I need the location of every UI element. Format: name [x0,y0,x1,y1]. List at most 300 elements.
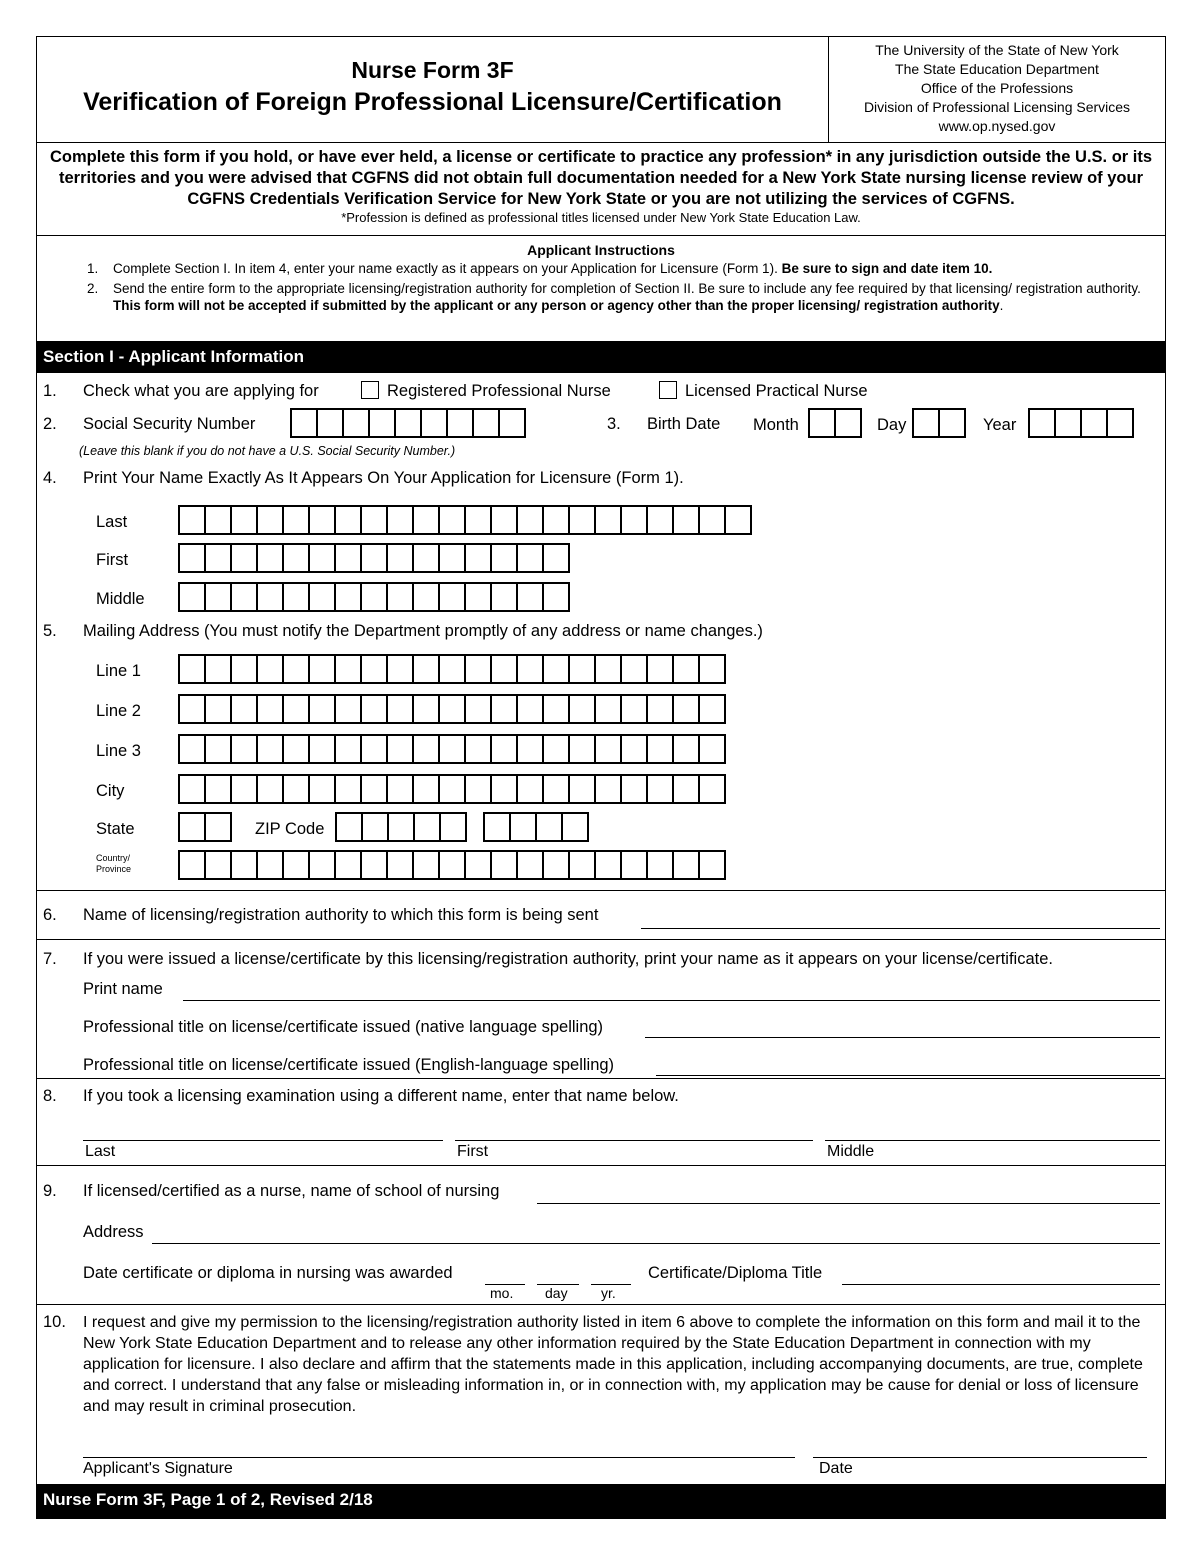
char-box[interactable] [464,694,492,724]
char-box[interactable] [490,850,518,880]
q10-statement: I request and give my permission to the licensing/registration authority listed in item 6 above to complete the information on this form and mail it to the New York State Education Department and to release any other information required by the State Education Department in connection with my application for licensure. I also declare and affirm that the statements made in this application, including accompanying documents, are true, complete and correct. I understand that any false or misleading information in, or in connection with, my application may be cause for denial or loss of licensure and may result in criminal prosecution. [83,1314,1143,1415]
char-box[interactable] [490,734,518,764]
q9-number: 9. [43,1182,57,1200]
char-box[interactable] [308,505,336,535]
q5-number: 5. [43,622,57,640]
char-box[interactable] [412,654,440,684]
q2-label: Social Security Number [83,415,256,433]
state-input[interactable] [178,812,232,842]
char-box[interactable] [490,694,518,724]
char-box[interactable] [438,654,466,684]
char-box[interactable] [178,543,206,573]
zip-input[interactable] [335,812,467,842]
char-box[interactable] [386,654,414,684]
char-box[interactable] [282,582,310,612]
char-box[interactable] [386,694,414,724]
char-box[interactable] [439,812,467,842]
char-box[interactable] [256,734,284,764]
lpn-option[interactable] [659,381,868,401]
char-box[interactable] [594,505,622,535]
char-box[interactable] [178,850,206,880]
char-box[interactable] [386,734,414,764]
char-box[interactable] [542,654,570,684]
char-box[interactable] [386,774,414,804]
char-box[interactable] [316,408,344,438]
char-box[interactable] [490,774,518,804]
char-box[interactable] [490,543,518,573]
char-box[interactable] [516,654,544,684]
form-title-block [37,37,829,142]
zip-extension-input[interactable] [483,812,589,842]
country-label-line-2: Province [96,864,132,874]
char-box[interactable] [516,543,544,573]
state-label: State [96,820,135,838]
q4-number: 4. [43,469,57,487]
signature-date-label: Date [819,1460,853,1477]
birth-day-label: Day [877,416,907,434]
char-box[interactable] [516,505,544,535]
char-box[interactable] [438,582,466,612]
first-name-input[interactable] [178,543,570,573]
char-box[interactable] [204,654,232,684]
char-box[interactable] [490,654,518,684]
char-box[interactable] [698,774,726,804]
char-box[interactable] [620,774,648,804]
char-box[interactable] [1054,408,1082,438]
char-box[interactable] [646,694,674,724]
char-box[interactable] [1028,408,1056,438]
char-box[interactable] [308,850,336,880]
char-box[interactable] [672,654,700,684]
char-box[interactable] [1080,408,1108,438]
intro-footnote: *Profession is defined as professional titles licensed under New York State Education Law. [341,210,861,225]
divider [37,1078,1165,1079]
agency-line-3: Office of the Professions [920,80,1074,96]
char-box[interactable] [542,850,570,880]
char-box[interactable] [594,850,622,880]
char-box[interactable] [394,408,422,438]
char-box[interactable] [204,543,232,573]
q3-number: 3. [607,415,621,433]
q8-label: If you took a licensing examination using a different name, enter that name below. [83,1087,679,1105]
instruction-2-text: Send the entire form to the appropriate licensing/registration authority for completion of Section II. Be sure to include any fee required by that licensing/ registration authority. [113,281,1141,296]
char-box[interactable] [256,582,284,612]
char-box[interactable] [568,850,596,880]
char-box[interactable] [308,582,336,612]
q1-label: Check what you are applying for [83,382,319,400]
char-box[interactable] [387,812,415,842]
char-box[interactable] [516,774,544,804]
char-box[interactable] [335,812,363,842]
char-box[interactable] [490,582,518,612]
char-box[interactable] [594,694,622,724]
lpn-option-label: Licensed Practical Nurse [685,382,868,400]
lpn-checkbox[interactable] [659,381,677,399]
q4-label: Print Your Name Exactly As It Appears On Your Application for Licensure (Form 1). [83,469,684,487]
char-box[interactable] [646,734,674,764]
char-box[interactable] [282,774,310,804]
char-box[interactable] [672,734,700,764]
char-box[interactable] [360,654,388,684]
instruction-2-bold: This form will not be accepted if submitted by the applicant or any person or agency other than the proper licensing/ registration authority [113,298,1000,313]
country-input[interactable] [178,850,726,880]
cert-title-label: Certificate/Diploma Title [648,1264,823,1282]
exam-last-name-input[interactable] [83,1140,443,1141]
intro-block [45,147,1157,226]
rn-option-label: Registered Professional Nurse [387,382,611,400]
date-awarded-label: Date certificate or diploma in nursing was awarded [83,1264,453,1282]
char-box[interactable] [360,582,388,612]
rn-checkbox[interactable] [361,381,379,399]
birth-year-input[interactable] [1028,408,1134,438]
char-box[interactable] [282,850,310,880]
form-title: Nurse Form 3F [351,57,514,83]
signature-input[interactable] [83,1457,795,1458]
char-box[interactable] [256,694,284,724]
char-box[interactable] [334,694,362,724]
char-box[interactable] [672,850,700,880]
char-box[interactable] [912,408,940,438]
address-line2-label: Line 2 [96,702,141,720]
middle-name-label: Middle [96,590,145,608]
divider [37,142,1165,143]
char-box[interactable] [438,505,466,535]
char-box[interactable] [594,774,622,804]
char-box[interactable] [412,505,440,535]
char-box[interactable] [204,694,232,724]
char-box[interactable] [204,582,232,612]
char-box[interactable] [342,408,370,438]
char-box[interactable] [256,543,284,573]
signature-date-input[interactable] [813,1457,1147,1458]
char-box[interactable] [290,408,318,438]
english-title-input[interactable] [656,1075,1160,1076]
char-box[interactable] [594,654,622,684]
exam-middle-label: Middle [827,1143,875,1160]
char-box[interactable] [178,654,206,684]
char-box[interactable] [361,812,389,842]
char-box[interactable] [698,850,726,880]
q7-number: 7. [43,950,57,968]
country-label [96,853,131,875]
agency-line-2: The State Education Department [895,61,1099,77]
char-box[interactable] [620,694,648,724]
native-title-input[interactable] [645,1037,1160,1038]
char-box[interactable] [672,505,700,535]
exam-first-label: First [457,1143,489,1160]
city-input[interactable] [178,774,726,804]
char-box[interactable] [516,850,544,880]
q9-label: If licensed/certified as a nurse, name of school of nursing [83,1182,500,1200]
address-line2-input[interactable] [178,694,726,724]
char-box[interactable] [412,543,440,573]
char-box[interactable] [230,694,258,724]
birth-month-input[interactable] [808,408,862,438]
instruction-1-number: 1. [87,261,99,276]
char-box[interactable] [472,408,500,438]
char-box[interactable] [178,694,206,724]
char-box[interactable] [204,774,232,804]
agency-line-4: Division of Professional Licensing Services [863,99,1131,115]
exam-first-name-input[interactable] [455,1140,813,1141]
q8-number: 8. [43,1087,57,1105]
q2-number: 2. [43,415,57,433]
char-box[interactable] [808,408,836,438]
char-box[interactable] [412,734,440,764]
last-name-label: Last [96,513,128,531]
char-box[interactable] [620,505,648,535]
char-box[interactable] [672,694,700,724]
school-address-input[interactable] [152,1243,1160,1244]
char-box[interactable] [542,774,570,804]
char-box[interactable] [542,694,570,724]
char-box[interactable] [360,505,388,535]
char-box[interactable] [282,694,310,724]
char-box[interactable] [256,774,284,804]
char-box[interactable] [412,774,440,804]
q7-label: If you were issued a license/certificate by this licensing/registration authority, print your name as it appears on your license/certificate. [83,950,1053,968]
char-box[interactable] [464,543,492,573]
q6-label: Name of licensing/registration authority to which this form is being sent [83,906,599,924]
awarded-year-label: yr. [601,1285,616,1301]
char-box[interactable] [483,812,511,842]
char-box[interactable] [594,734,622,764]
char-box[interactable] [308,654,336,684]
char-box[interactable] [412,694,440,724]
divider [37,1304,1165,1305]
address-line3-input[interactable] [178,734,726,764]
char-box[interactable] [334,850,362,880]
instruction-1-text: Complete Section I. In item 4, enter your name exactly as it appears on your Application for Licensure (Form 1). [113,261,778,276]
char-box[interactable] [698,734,726,764]
char-box[interactable] [834,408,862,438]
char-box[interactable] [308,734,336,764]
address-line1-label: Line 1 [96,662,141,680]
char-box[interactable] [646,774,674,804]
nursing-school-input[interactable] [537,1203,1160,1204]
divider [37,1165,1165,1166]
char-box[interactable] [230,582,258,612]
middle-name-input[interactable] [178,582,570,612]
instruction-2-number: 2. [87,281,99,296]
address-line3-label: Line 3 [96,742,141,760]
print-name-input[interactable] [183,1000,1160,1001]
char-box[interactable] [230,850,258,880]
char-box[interactable] [360,734,388,764]
char-box[interactable] [230,543,258,573]
char-box[interactable] [230,734,258,764]
instruction-1-bold: Be sure to sign and date item 10. [781,261,993,276]
char-box[interactable] [178,774,206,804]
print-name-label: Print name [83,980,163,998]
birth-day-input[interactable] [912,408,966,438]
last-name-input[interactable] [178,505,752,535]
char-box[interactable] [464,582,492,612]
footer-bar: Nurse Form 3F, Page 1 of 2, Revised 2/18 [37,1484,1165,1518]
english-title-label: Professional title on license/certificate issued (English-language spelling) [83,1056,615,1074]
char-box[interactable] [620,654,648,684]
address-line1-input[interactable] [178,654,726,684]
q5-label: Mailing Address (You must notify the Department promptly of any address or name changes.) [83,622,763,640]
char-box[interactable] [334,543,362,573]
divider [37,890,1165,891]
char-box[interactable] [308,774,336,804]
school-address-label: Address [83,1223,144,1241]
char-box[interactable] [464,654,492,684]
char-box[interactable] [498,408,526,438]
char-box[interactable] [620,850,648,880]
char-box[interactable] [568,694,596,724]
char-box[interactable] [698,654,726,684]
char-box[interactable] [413,812,441,842]
form-subtitle: Verification of Foreign Professional Licensure/Certification [83,88,782,116]
char-box[interactable] [516,582,544,612]
char-box[interactable] [938,408,966,438]
char-box[interactable] [620,734,648,764]
char-box[interactable] [386,850,414,880]
ssn-input[interactable] [290,408,526,438]
form-page [36,36,1166,1519]
q10-number: 10. [43,1313,66,1331]
char-box[interactable] [282,543,310,573]
q3-label: Birth Date [647,415,721,433]
zip-label: ZIP Code [255,820,325,838]
char-box[interactable] [464,734,492,764]
signature-label: Applicant's Signature [83,1460,233,1477]
char-box[interactable] [334,734,362,764]
char-box[interactable] [516,734,544,764]
char-box[interactable] [178,582,206,612]
char-box[interactable] [420,408,448,438]
char-box[interactable] [334,774,362,804]
char-box[interactable] [446,408,474,438]
char-box[interactable] [412,850,440,880]
first-name-label: First [96,551,129,569]
instruction-2-period: . [999,298,1004,313]
char-box[interactable] [308,543,336,573]
char-box[interactable] [360,694,388,724]
exam-last-label: Last [85,1143,116,1160]
char-box[interactable] [438,734,466,764]
char-box[interactable] [360,543,388,573]
char-box[interactable] [568,734,596,764]
char-box[interactable] [386,582,414,612]
char-box[interactable] [490,505,518,535]
char-box[interactable] [230,654,258,684]
char-box[interactable] [464,774,492,804]
q6-number: 6. [43,906,57,924]
char-box[interactable] [204,734,232,764]
agency-website: www.op.nysed.gov [938,118,1056,134]
instructions-title: Applicant Instructions [527,242,675,258]
native-title-label: Professional title on license/certificate issued (native language spelling) [83,1018,604,1036]
char-box[interactable] [535,812,563,842]
char-box[interactable] [464,505,492,535]
char-box[interactable] [282,505,310,535]
divider [37,235,1165,236]
char-box[interactable] [360,774,388,804]
char-box[interactable] [438,774,466,804]
char-box[interactable] [698,505,726,535]
char-box[interactable] [368,408,396,438]
char-box[interactable] [230,774,258,804]
char-box[interactable] [256,654,284,684]
char-box[interactable] [334,654,362,684]
char-box[interactable] [464,850,492,880]
char-box[interactable] [646,850,674,880]
q1-number: 1. [43,382,57,400]
char-box[interactable] [698,694,726,724]
awarded-month-label: mo. [490,1285,514,1301]
agency-block [829,41,1165,136]
char-box[interactable] [438,543,466,573]
rn-option[interactable] [361,381,611,401]
agency-line-1: The University of the State of New York [875,42,1119,58]
char-box[interactable] [646,654,674,684]
char-box[interactable] [1106,408,1134,438]
exam-middle-name-input[interactable] [825,1140,1160,1141]
char-box[interactable] [542,734,570,764]
char-box[interactable] [256,505,284,535]
country-label-line-1: Country/ [96,853,131,863]
char-box[interactable] [412,582,440,612]
awarded-day-label: day [545,1285,568,1301]
char-box[interactable] [724,505,752,535]
char-box[interactable] [178,812,206,842]
char-box[interactable] [334,582,362,612]
divider [37,939,1165,940]
cert-title-input[interactable] [842,1284,1160,1285]
char-box[interactable] [308,694,336,724]
section-1-header: Section I - Applicant Information [37,341,1165,373]
char-box[interactable] [282,734,310,764]
licensing-authority-input[interactable] [641,928,1160,929]
char-box[interactable] [204,505,232,535]
char-box[interactable] [568,654,596,684]
char-box[interactable] [360,850,388,880]
instruction-1 [87,260,1162,277]
char-box[interactable] [256,850,284,880]
char-box[interactable] [516,694,544,724]
birth-month-label: Month [753,416,799,434]
char-box[interactable] [672,774,700,804]
char-box[interactable] [230,505,258,535]
char-box[interactable] [334,505,362,535]
char-box[interactable] [438,850,466,880]
char-box[interactable] [542,582,570,612]
char-box[interactable] [178,505,206,535]
char-box[interactable] [542,543,570,573]
char-box[interactable] [386,505,414,535]
char-box[interactable] [542,505,570,535]
char-box[interactable] [204,850,232,880]
char-box[interactable] [178,734,206,764]
char-box[interactable] [568,774,596,804]
char-box[interactable] [509,812,537,842]
char-box[interactable] [438,694,466,724]
char-box[interactable] [204,812,232,842]
instruction-2 [87,280,1162,314]
char-box[interactable] [646,505,674,535]
birth-year-label: Year [983,416,1017,434]
char-box[interactable] [568,505,596,535]
char-box[interactable] [282,654,310,684]
char-box[interactable] [561,812,589,842]
char-box[interactable] [386,543,414,573]
intro-text: Complete this form if you hold, or have ever held, a license or certificate to practice any profession* in any jurisdiction outside the U.S. or its territories and you were advised that CGFNS did not obtain full documentation needed for a New York State nursing license review of your CGFNS Credentials Verification Service for New York State or you are not utilizing the services of CGFNS. [49,148,1153,208]
ssn-note: (Leave this blank if you do not have a U.S. Social Security Number.) [79,444,456,458]
city-label: City [96,782,125,800]
